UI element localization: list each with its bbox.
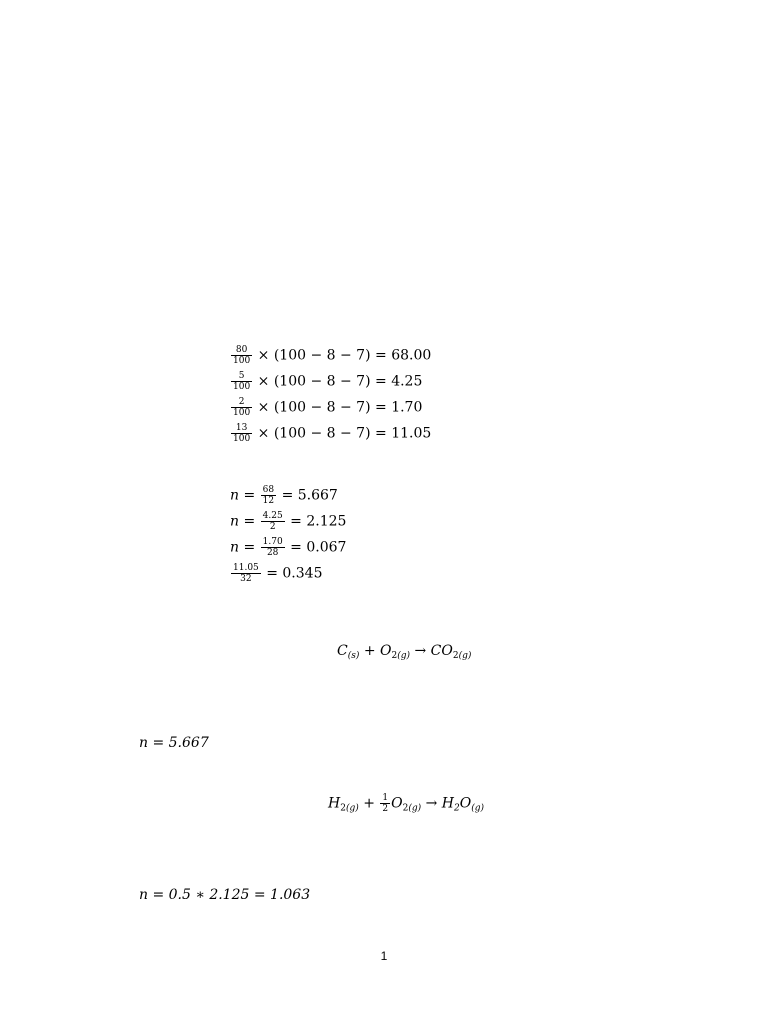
fraction bbox=[261, 537, 285, 558]
state-subscript: (g) bbox=[397, 651, 411, 661]
mole-equation-3 bbox=[230, 537, 346, 558]
denominator: 28 bbox=[266, 548, 279, 558]
numerator: 2 bbox=[231, 397, 252, 408]
fraction bbox=[261, 511, 285, 532]
species-oxygen: O bbox=[380, 643, 392, 659]
state-subscript: (g) bbox=[345, 803, 359, 814]
result-value: = 0.067 bbox=[290, 539, 347, 556]
mole-prefix: n = bbox=[230, 487, 256, 504]
result-value: 11.05 bbox=[391, 425, 432, 442]
fraction bbox=[231, 371, 252, 392]
result-value: 68.00 bbox=[391, 347, 432, 364]
coefficient-fraction bbox=[380, 793, 390, 814]
plus-sign: + bbox=[363, 795, 375, 812]
result-value: = 0.345 bbox=[266, 565, 323, 582]
mole-prefix: n = bbox=[230, 539, 256, 556]
mole-equation-4 bbox=[230, 563, 322, 584]
fraction bbox=[261, 485, 276, 506]
count-subscript: 2 bbox=[340, 803, 346, 814]
numerator: 13 bbox=[231, 423, 252, 434]
state-subscript: (s) bbox=[347, 651, 360, 661]
species-co2: CO bbox=[430, 643, 453, 659]
subscript-group bbox=[403, 804, 422, 814]
fraction bbox=[231, 423, 252, 444]
species-carbon: C bbox=[337, 643, 348, 659]
subscript-group bbox=[453, 651, 472, 661]
reaction-arrow: → bbox=[414, 643, 427, 659]
expression: × (100 − 8 − 7) = bbox=[257, 373, 387, 390]
mass-equation-2 bbox=[230, 371, 422, 392]
mole-prefix: n = bbox=[230, 513, 256, 530]
state-subscript: (g) bbox=[408, 803, 422, 814]
count-subscript: 2 bbox=[391, 651, 398, 661]
mass-equation-1 bbox=[230, 345, 431, 366]
reaction-hydrogen bbox=[328, 793, 484, 817]
denominator: 100 bbox=[233, 382, 251, 392]
denominator: 2 bbox=[269, 522, 276, 532]
mass-equation-4 bbox=[230, 423, 431, 444]
numerator: 4.25 bbox=[262, 511, 283, 521]
numerator: 1 bbox=[382, 793, 389, 803]
species-hydrogen: H bbox=[328, 795, 341, 812]
mole-equation-2 bbox=[230, 511, 346, 532]
denominator: 100 bbox=[233, 434, 251, 444]
expression: × (100 − 8 − 7) = bbox=[257, 347, 387, 364]
denominator: 100 bbox=[233, 356, 251, 366]
expression: × (100 − 8 − 7) = bbox=[257, 399, 387, 416]
numerator: 11.05 bbox=[233, 563, 259, 573]
state-subscript: (g) bbox=[471, 803, 485, 814]
numerator: 5 bbox=[231, 371, 252, 382]
species-oxygen: O bbox=[391, 795, 403, 812]
carbon-moles-result bbox=[139, 735, 209, 751]
state-subscript: (g) bbox=[458, 651, 472, 661]
species-water-o: O bbox=[459, 795, 472, 812]
result-text: n = 5.667 bbox=[139, 735, 209, 751]
species-water-h: H bbox=[441, 795, 454, 812]
hydrogen-moles-result bbox=[139, 887, 310, 903]
denominator: 100 bbox=[233, 408, 251, 418]
reaction-carbon bbox=[337, 643, 471, 664]
plus-sign: + bbox=[363, 643, 376, 659]
fraction bbox=[231, 345, 252, 366]
result-text: n = 0.5 ∗ 2.125 = 1.063 bbox=[139, 887, 311, 903]
count-subscript: 2 bbox=[454, 803, 460, 814]
numerator: 80 bbox=[231, 345, 252, 356]
numerator: 1.70 bbox=[262, 537, 283, 547]
fraction bbox=[231, 397, 252, 418]
denominator: 32 bbox=[240, 574, 252, 584]
fraction bbox=[231, 563, 261, 584]
count-subscript: 2 bbox=[402, 803, 409, 814]
denominator: 2 bbox=[382, 804, 389, 814]
subscript-group bbox=[392, 651, 411, 661]
numerator: 68 bbox=[262, 485, 275, 495]
result-value: 1.70 bbox=[391, 399, 423, 416]
mole-equation-1 bbox=[230, 485, 338, 506]
reaction-arrow: → bbox=[425, 795, 438, 812]
count-subscript: 2 bbox=[452, 651, 459, 661]
result-value: 4.25 bbox=[391, 373, 423, 390]
denominator: 12 bbox=[262, 496, 275, 506]
mass-equation-3 bbox=[230, 397, 422, 418]
result-value: = 5.667 bbox=[281, 487, 338, 504]
subscript-group bbox=[340, 804, 359, 814]
expression: × (100 − 8 − 7) = bbox=[257, 425, 387, 442]
page-number: 1 bbox=[380, 949, 388, 963]
result-value: = 2.125 bbox=[290, 513, 347, 530]
